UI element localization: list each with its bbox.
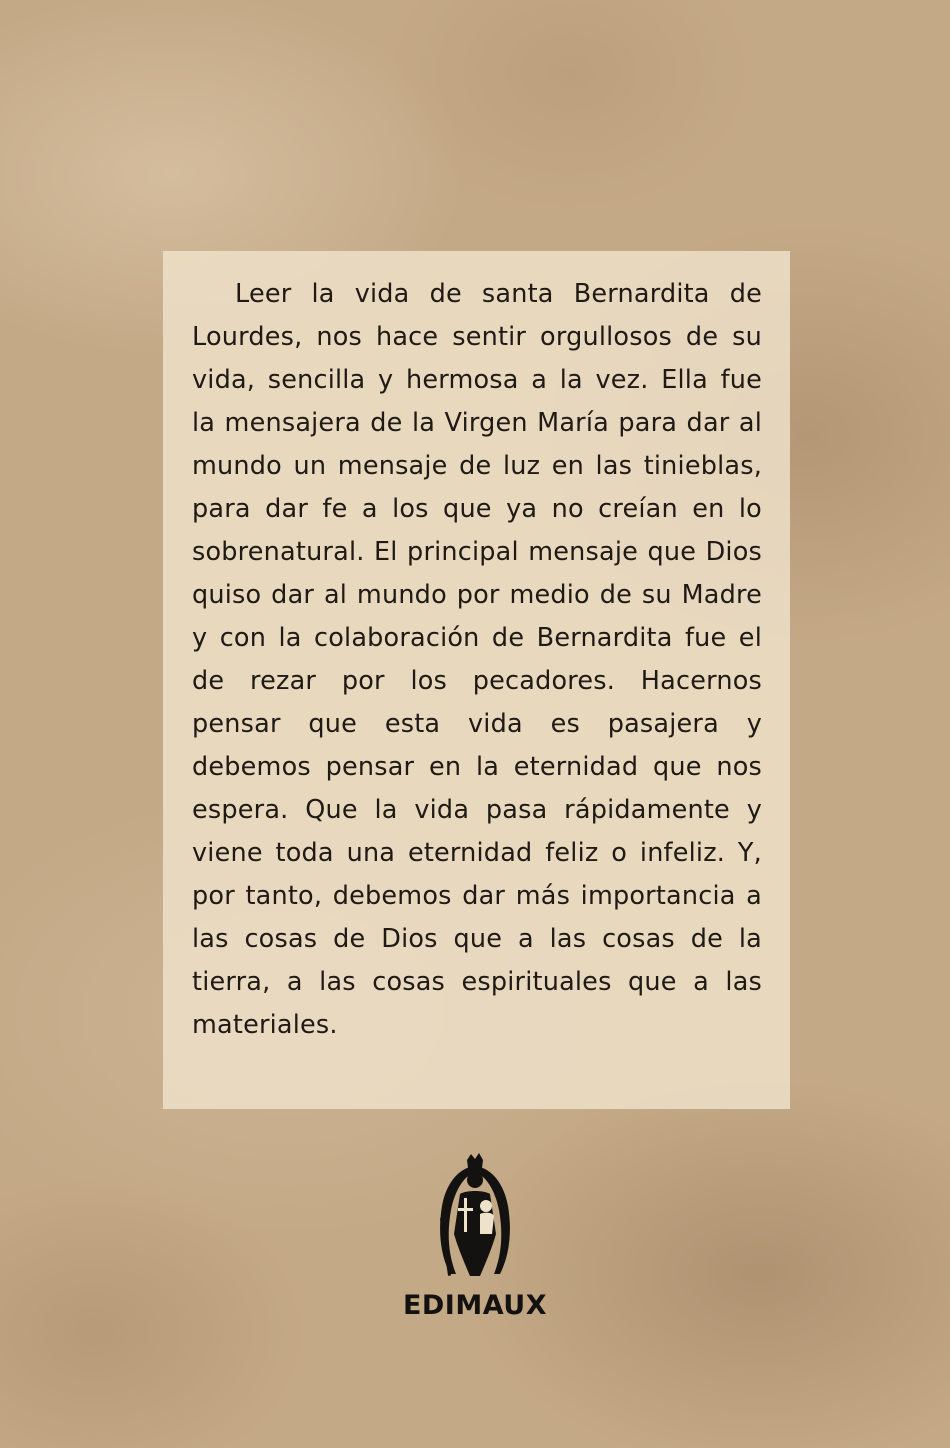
publisher-logo <box>375 1150 575 1321</box>
back-cover-text-panel <box>163 251 790 1109</box>
virgin-and-child-emblem-icon <box>420 1150 530 1282</box>
publisher-name: EDIMAUX <box>402 1290 548 1321</box>
back-cover-description: Leer la vida de santa Bernardita de Lourdes, nos hace sentir orgullosos de su vida, sencilla y hermosa a la vez. Ella fue la mensajera de la Virgen María para dar al mundo un mensaje de luz en las tinieblas, para dar fe a los que ya no creían en lo sobrenatural. El principal mensaje que Dios quiso dar al mundo por medio de su Madre y con la colaboración de Bernardita fue el de rezar por los pecadores. Hacernos pensar que esta vida es pasajera y debemos pensar en la eternidad que nos espera. Que la vida pasa rápidamente y viene toda una eternidad feliz o infeliz. Y, por tanto, debemos dar más importancia a las cosas de Dios que a las cosas de la tierra, a las cosas espirituales que a las materiales. <box>192 279 762 1040</box>
